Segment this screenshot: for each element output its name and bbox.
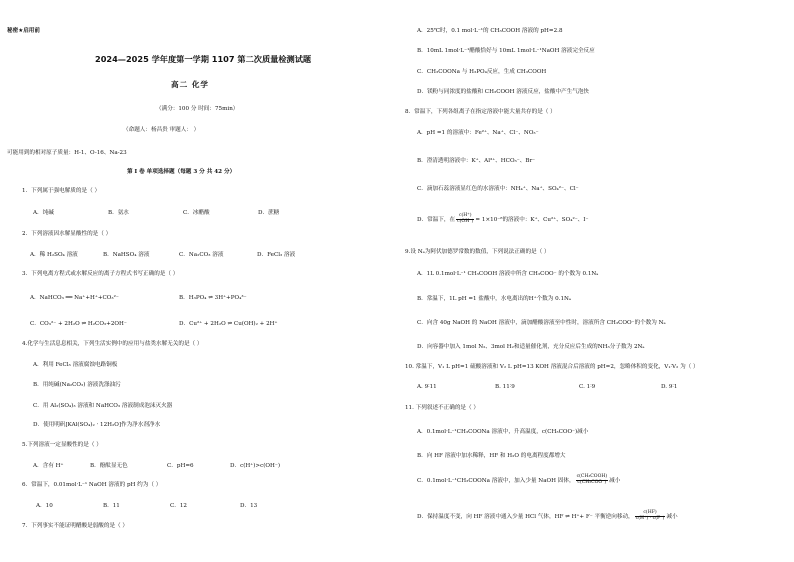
q3-option-c: C．CO₃²⁻ + 2H₂O ⇌ H₂CO₃+2OH⁻ [30, 321, 127, 327]
q7-option-b: B．10mL 1mol·L⁻¹醋酸恰好与 10mL 1mol·L⁻¹NaOH 溶液完全反应 [417, 48, 595, 54]
q11-d-prefix: D．保持温度不变，向 HF 溶液中通入少量 HCl 气体，HF ⇌ H⁺+ F⁻ 平衡逆向移动， [417, 513, 634, 520]
q7-option-c: C．CH₃COONa 与 H₃PO₄反应，生成 CH₃COOH [417, 69, 547, 75]
q11-c-suffix: 减小 [609, 477, 621, 484]
q8-option-b: B．澄清透明溶液中：K⁺、Al³⁺、HCO₃⁻、Br⁻ [417, 158, 536, 164]
q9-option-b: B．常温下，1L pH =1 盐酸中，水电离出的H⁺个数为 0.1Nₐ [417, 296, 572, 302]
q9-stem: 9.设 Nₐ为阿伏加德罗常数的数值，下列说法正确的是（ ） [405, 249, 550, 255]
q5-option-d: D．c(H⁺)>c(OH⁻) [230, 463, 281, 469]
q10-option-b: B. 11∶9 [495, 384, 515, 390]
right-page-column [397, 0, 794, 562]
q2-stem: 2．下列溶液因水解显酸性的是（ ） [22, 231, 112, 237]
score-time-line: （满分：100 分 时间：75min） [156, 106, 239, 112]
q1-option-d: D．蔗糖 [258, 210, 280, 216]
exam-subtitle: 高二 化学 [171, 80, 210, 89]
q6-stem: 6．常温下，0.01mol·L⁻¹ NaOH 溶液的 pH 约为（ ） [22, 482, 162, 488]
q7-stem: 7．下列事实不能证明醋酸是弱酸的是（ ） [22, 523, 129, 529]
q1-stem: 1．下列属于强电解质的是（ ） [22, 188, 101, 194]
q6-option-c: C．12 [170, 503, 187, 509]
q4-option-d: D．使用明矾[KAl(SO₄)₂ · 12H₂O]作为净水剂净水 [33, 422, 161, 428]
q11-option-c [417, 475, 620, 486]
q7-option-d: D．镁粉与同浓度的盐酸和 CH₃COOH 溶液反应，盐酸中产生气泡快 [417, 89, 590, 95]
q2-option-a: A．稀 H₂SO₄ 溶液 [30, 252, 78, 258]
q9-option-a: A．1L 0.1mol·L⁻¹ CH₃COOH 溶液中所含 CH₃COO⁻ 的个数为 0.1Nₐ [417, 271, 599, 277]
q10-option-a: A. 9∶11 [417, 384, 437, 390]
q8-d-numerator: c(H⁺) [456, 214, 474, 220]
q3-option-b: B．H₃PO₄ ⇌ 3H⁺+PO₄³⁻ [179, 295, 247, 301]
q1-option-c: C．冰醋酸 [183, 210, 210, 216]
q9-option-c: C．向含 40g NaOH 的 NaOH 溶液中，滴加醋酸溶液至中性时，溶液所含 CH₃COO⁻的个数为 Nₐ [417, 320, 666, 326]
q11-d-denominator: c(H⁺) · c(F⁻) [635, 515, 665, 521]
authors-line: （命题人：杨昌贵 审题人： ） [123, 127, 200, 133]
q11-option-d [417, 511, 678, 522]
q6-option-d: D．13 [240, 503, 258, 509]
q8-d-prefix: D．常温下，在 [417, 216, 456, 223]
q8-option-c: C．滴加石蕊溶液显红色的水溶液中：NH₄⁺、Na⁺、SO₄²⁻、Cl⁻ [417, 186, 579, 192]
q2-option-d: D．FeCl₃ 溶液 [257, 252, 296, 258]
q8-d-denominator: c(OH⁻) [457, 218, 474, 224]
q11-c-prefix: C．0.1mol·L⁻¹CH₃COONa 溶液中，加入少量 NaOH 固体， [417, 477, 575, 484]
q11-d-numerator: c(HF) [635, 511, 666, 517]
q4-option-c: C．用 Al₂(SO₄)₃ 溶液和 NaHCO₃ 溶液制成泡沫灭火器 [33, 403, 173, 409]
q1-option-a: A．纯碱 [33, 210, 54, 216]
q7-option-a: A．25℃时，0.1 mol·L⁻¹的 CH₃COOH 溶液的 pH=2.8 [417, 28, 563, 34]
q3-option-a: A．NaHCO₃ ══ Na⁺+H⁺+CO₃²⁻ [30, 295, 119, 301]
q11-option-a: A．0.1mol·L⁻¹CH₃COONa 溶液中，升高温度，c(CH₃COO⁻)减小 [417, 429, 589, 435]
q3-stem: 3．下列电离方程式或水解反应的离子方程式书写正确的是（ ） [22, 271, 179, 277]
q11-d-suffix: 减小 [666, 513, 678, 520]
q6-option-a: A．10 [36, 503, 53, 509]
q1-option-b: B．氨水 [108, 210, 129, 216]
q11-c-denominator: c(CH₃COO⁻) [577, 479, 607, 485]
q8-d-fraction [456, 214, 474, 225]
q10-option-d: D. 9∶1 [661, 384, 678, 390]
q11-option-b: B．向 HF 溶液中加水稀释，HF 和 H₂O 的电离程度都增大 [417, 453, 566, 459]
q11-d-fraction [635, 511, 666, 522]
q10-stem: 10. 常温下，V₁ L pH=1 硫酸溶液和 V₂ L pH=13 KOH 溶液混合后溶液的 pH=2，忽略体积的变化，V₁∶V₂ 为（ ） [405, 364, 699, 370]
q8-option-a: A．pH =1 的溶液中：Fe²⁺、Na⁺、Cl⁻、NO₃⁻ [417, 130, 539, 136]
q5-stem: 5.下列溶液一定显酸性的是（ ） [22, 442, 102, 448]
q3-option-d: D．Cu²⁺ + 2H₂O ⇌ Cu(OH)₂ + 2H⁺ [179, 321, 278, 327]
q5-option-b: B．酚酞显无色 [90, 463, 128, 469]
q11-c-fraction [576, 475, 609, 486]
q8-option-d [417, 214, 588, 225]
q6-option-b: B．11 [103, 503, 120, 509]
q2-option-c: C．Na₂CO₃ 溶液 [179, 252, 224, 258]
q4-stem: 4.化学与生活息息相关，下列生活实例中的应用与盐类水解无关的是（ ） [22, 341, 203, 347]
q11-stem: 11. 下列叙述不正确的是（ ） [405, 405, 479, 411]
q5-option-a: A．含有 H⁺ [33, 463, 64, 469]
q5-option-c: C．pH=6 [167, 463, 194, 469]
q9-option-d: D．向容器中加入 1mol N₂、3mol H₂和适量催化剂，充分反应后生成的NH₃分子数为 2Nₐ [417, 344, 645, 350]
q10-option-c: C. 1∶9 [579, 384, 596, 390]
q8-stem: 8．常温下，下列各组离子在指定溶液中能大量共存的是（ ） [405, 109, 556, 115]
secret-stamp: 秘密★启用前 [7, 28, 40, 34]
q2-option-b: B．NaHSO₄ 溶液 [103, 252, 150, 258]
q4-option-a: A．利用 FeCl₃ 溶液腐蚀电路铜板 [33, 362, 118, 368]
q11-c-numerator: c(CH₃COOH) [576, 474, 608, 479]
exam-title: 2024—2025 学年度第一学期 1107 第二次质量检测试题 [95, 54, 312, 64]
q8-d-suffix: = 1×10⁻⁸的溶液中：K⁺、Cu²⁺、SO₄²⁻、I⁻ [475, 216, 589, 223]
section-heading: 第 I 卷 单项选择题（每题 3 分 共 42 分） [127, 169, 236, 175]
atomic-mass-line: 可能用到的相对原子质量：H-1、O-16、Na-23 [7, 150, 127, 156]
q4-option-b: B．用纯碱(Na₂CO₃) 溶液洗涤油污 [33, 382, 121, 388]
